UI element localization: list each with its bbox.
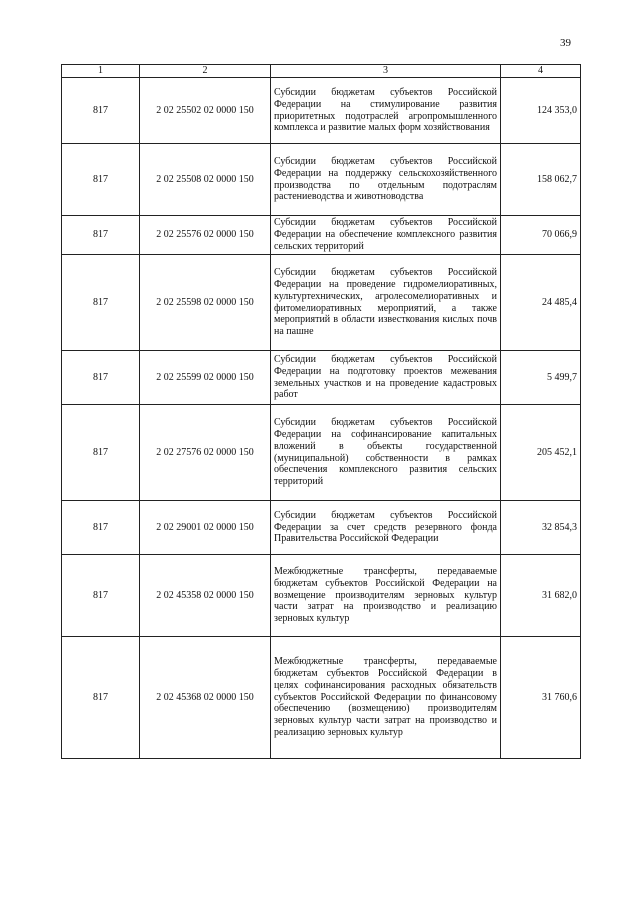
budget-code-cell: 2 02 45368 02 0000 150 — [140, 637, 271, 759]
budget-code-cell: 2 02 27576 02 0000 150 — [140, 405, 271, 501]
amount-cell: 32 854,3 — [501, 501, 581, 555]
table-row — [62, 351, 581, 405]
table-row — [62, 501, 581, 555]
table-row — [62, 144, 581, 216]
amount-cell: 31 682,0 — [501, 555, 581, 637]
table-header-row — [62, 65, 581, 78]
description-cell: Субсидии бюджетам субъектов Российской Федерации на подготовку проектов межевания земельных участков и на проведение кадастровых работ — [271, 351, 501, 405]
budget-code-cell: 2 02 25508 02 0000 150 — [140, 144, 271, 216]
admin-code-cell: 817 — [62, 216, 140, 255]
amount-cell: 24 485,4 — [501, 255, 581, 351]
budget-code-cell: 2 02 25598 02 0000 150 — [140, 255, 271, 351]
amount-cell: 31 760,6 — [501, 637, 581, 759]
admin-code-cell: 817 — [62, 78, 140, 144]
amount-cell: 70 066,9 — [501, 216, 581, 255]
description-cell: Субсидии бюджетам субъектов Российской Федерации на стимулирование развития приоритетных подотраслей агропромышленного комплекса и развитие малых форм хозяйствования — [271, 78, 501, 144]
description-cell: Межбюджетные трансферты, передаваемые бюджетам субъектов Российской Федерации в целях софинансирования расходных обязательств субъектов Российской Федерации по финансовому обеспечению (возмещению) производителям зерновых культур части затрат на производство и реализацию зерновых культур — [271, 637, 501, 759]
admin-code-cell: 817 — [62, 351, 140, 405]
description-cell: Субсидии бюджетам субъектов Российской Федерации за счет средств резервного фонда Правительства Российской Федерации — [271, 501, 501, 555]
description-cell: Субсидии бюджетам субъектов Российской Федерации на обеспечение комплексного развития сельских территорий — [271, 216, 501, 255]
table-row — [62, 255, 581, 351]
description-cell: Субсидии бюджетам субъектов Российской Федерации на проведение гидромелиоративных, культуртехнических, агролесомелиоративных и фитомелиоративных мероприятий, а также мероприятий в области известкования кислых почв на пашне — [271, 255, 501, 351]
amount-cell: 158 062,7 — [501, 144, 581, 216]
amount-cell: 5 499,7 — [501, 351, 581, 405]
description-cell: Субсидии бюджетам субъектов Российской Федерации на поддержку сельскохозяйственного производства по отдельным подотраслям растениеводства и животноводства — [271, 144, 501, 216]
page-number: 39 — [560, 37, 571, 49]
budget-code-cell: 2 02 25502 02 0000 150 — [140, 78, 271, 144]
table-row — [62, 637, 581, 759]
admin-code-cell: 817 — [62, 555, 140, 637]
amount-cell: 205 452,1 — [501, 405, 581, 501]
description-cell: Межбюджетные трансферты, передаваемые бюджетам субъектов Российской Федерации на возмещение производителям зерновых культур части затрат на производство и реализацию зерновых культур — [271, 555, 501, 637]
admin-code-cell: 817 — [62, 255, 140, 351]
budget-code-cell: 2 02 25576 02 0000 150 — [140, 216, 271, 255]
column-header-4: 4 — [501, 65, 581, 78]
budget-code-cell: 2 02 25599 02 0000 150 — [140, 351, 271, 405]
budget-code-cell: 2 02 29001 02 0000 150 — [140, 501, 271, 555]
table-row — [62, 216, 581, 255]
table-row — [62, 405, 581, 501]
column-header-3: 3 — [271, 65, 501, 78]
amount-cell: 124 353,0 — [501, 78, 581, 144]
table-row — [62, 555, 581, 637]
admin-code-cell: 817 — [62, 144, 140, 216]
admin-code-cell: 817 — [62, 637, 140, 759]
table-row — [62, 78, 581, 144]
column-header-1: 1 — [62, 65, 140, 78]
admin-code-cell: 817 — [62, 405, 140, 501]
admin-code-cell: 817 — [62, 501, 140, 555]
budget-code-cell: 2 02 45358 02 0000 150 — [140, 555, 271, 637]
column-header-2: 2 — [140, 65, 271, 78]
budget-table — [61, 64, 581, 759]
description-cell: Субсидии бюджетам субъектов Российской Федерации на софинансирование капитальных вложений в объекты государственной (муниципальной) собственности в рамках обеспечения комплексного развития сельских территорий — [271, 405, 501, 501]
